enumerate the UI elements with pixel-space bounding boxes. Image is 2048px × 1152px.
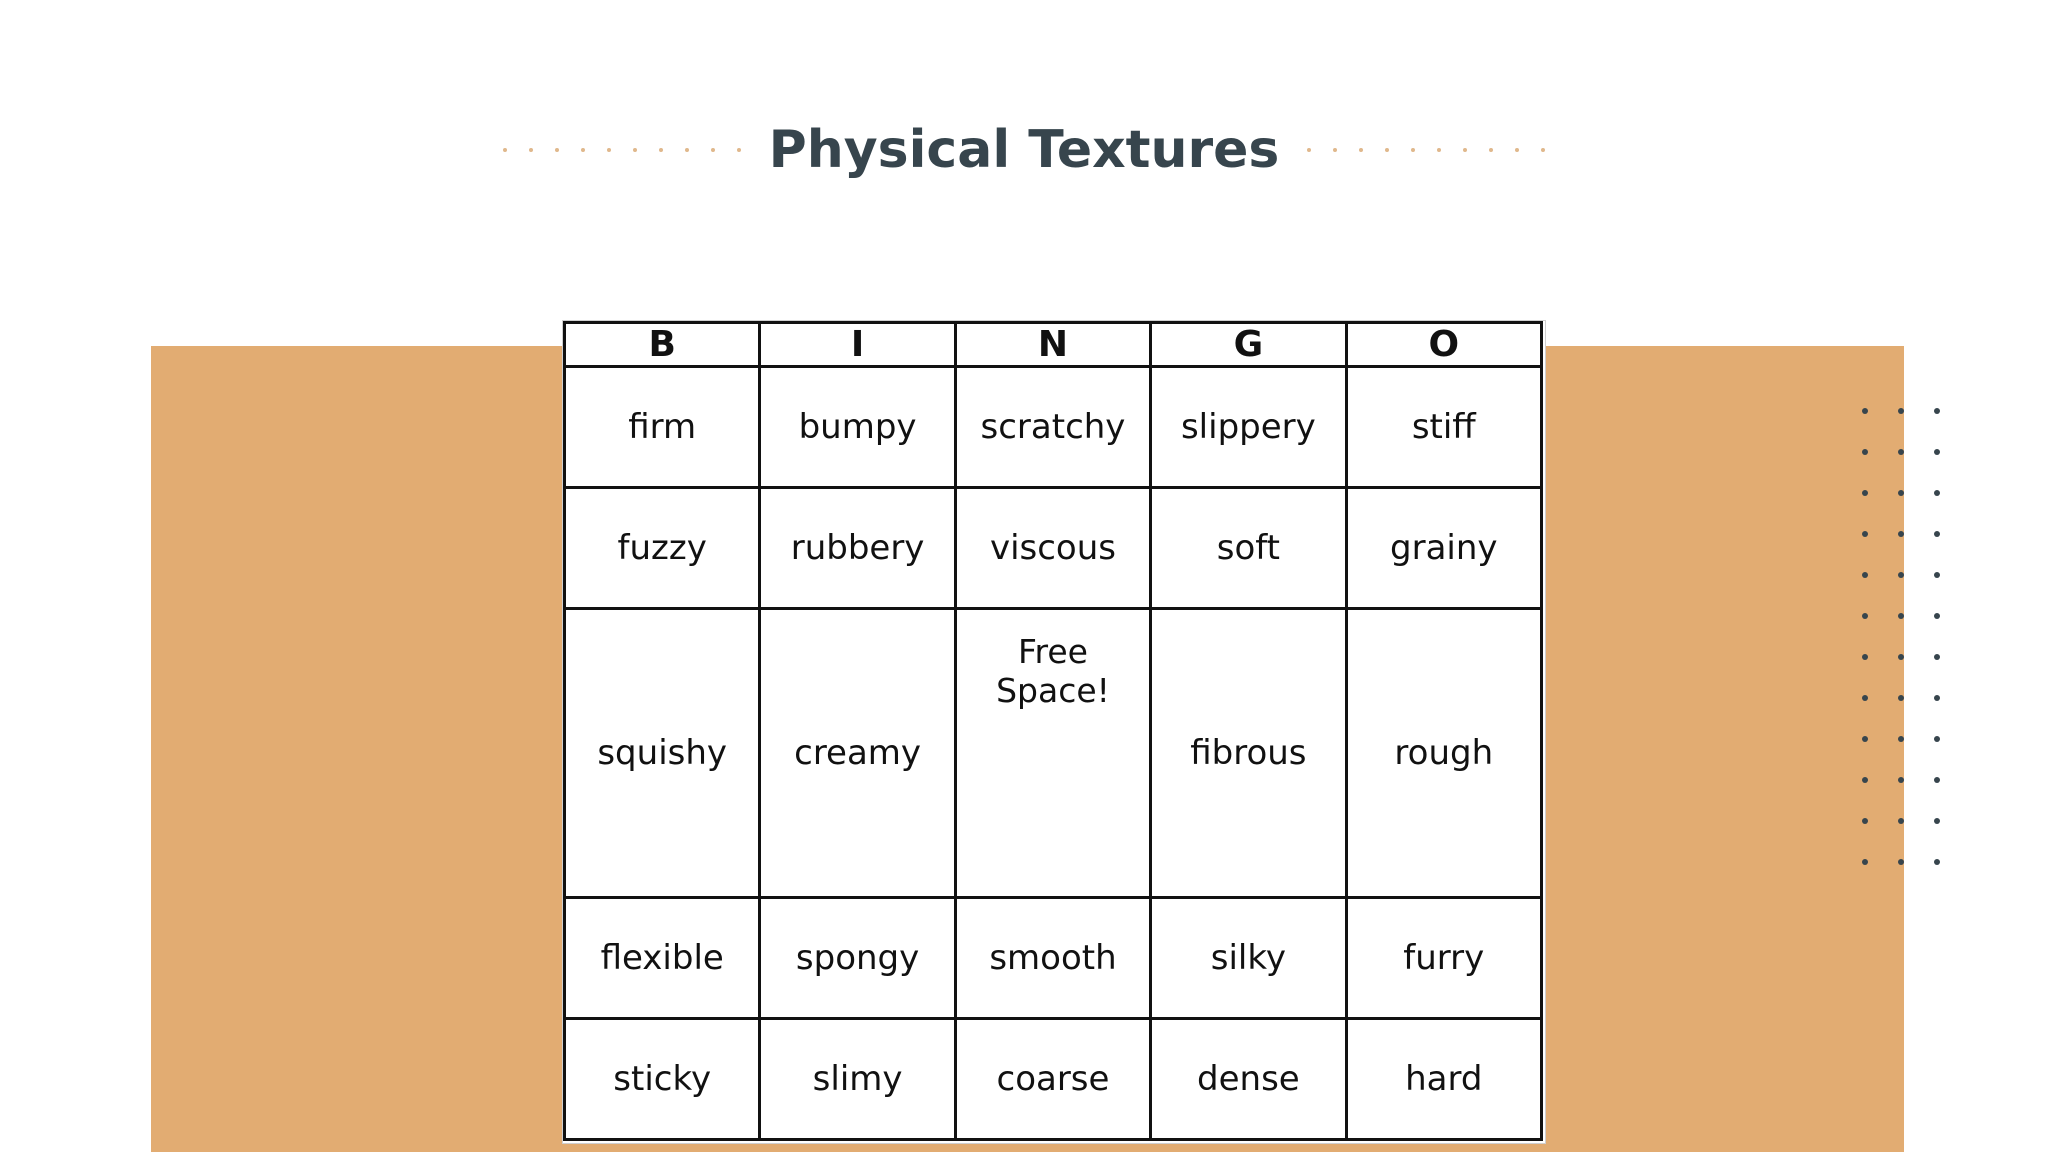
bingo-card: [563, 321, 1545, 1143]
bingo-cell: squishy: [565, 608, 760, 898]
bingo-cell: viscous: [955, 487, 1150, 608]
bingo-cell: coarse: [955, 1019, 1150, 1140]
page-title: Physical Textures: [768, 120, 1280, 180]
bingo-cell: furry: [1346, 898, 1541, 1019]
bingo-cell: smooth: [955, 898, 1150, 1019]
bingo-row: [565, 367, 1542, 488]
bingo-cell: creamy: [760, 608, 955, 898]
bingo-cell: rubbery: [760, 487, 955, 608]
bingo-header-row: [565, 323, 1542, 367]
bingo-cell: spongy: [760, 898, 955, 1019]
title-row: [0, 112, 2048, 188]
bingo-cell: slimy: [760, 1019, 955, 1140]
bingo-cell: scratchy: [955, 367, 1150, 488]
bingo-row: [565, 487, 1542, 608]
bingo-row: [565, 898, 1542, 1019]
bingo-free-space-cell: Free Space!: [955, 608, 1150, 898]
bingo-row: [565, 608, 1542, 898]
bingo-cell: fuzzy: [565, 487, 760, 608]
bingo-header-cell: G: [1151, 323, 1346, 367]
bingo-cell: rough: [1346, 608, 1541, 898]
bingo-table: [563, 321, 1543, 1141]
bingo-header-cell: N: [955, 323, 1150, 367]
title-dot-rule-right: [1307, 145, 1545, 155]
bingo-cell: hard: [1346, 1019, 1541, 1140]
bingo-row: [565, 1019, 1542, 1140]
bingo-cell: dense: [1151, 1019, 1346, 1140]
bingo-header-cell: I: [760, 323, 955, 367]
bingo-cell: bumpy: [760, 367, 955, 488]
title-dot-rule-left: [503, 145, 741, 155]
bingo-cell: firm: [565, 367, 760, 488]
bingo-cell: soft: [1151, 487, 1346, 608]
bingo-header-cell: B: [565, 323, 760, 367]
bingo-cell: sticky: [565, 1019, 760, 1140]
decorative-dot-grid: [1862, 408, 1940, 865]
bingo-cell: flexible: [565, 898, 760, 1019]
bingo-cell: stiff: [1346, 367, 1541, 488]
bingo-header-cell: O: [1346, 323, 1541, 367]
bingo-cell: silky: [1151, 898, 1346, 1019]
bingo-cell: grainy: [1346, 487, 1541, 608]
bingo-cell: fibrous: [1151, 608, 1346, 898]
bingo-cell: slippery: [1151, 367, 1346, 488]
